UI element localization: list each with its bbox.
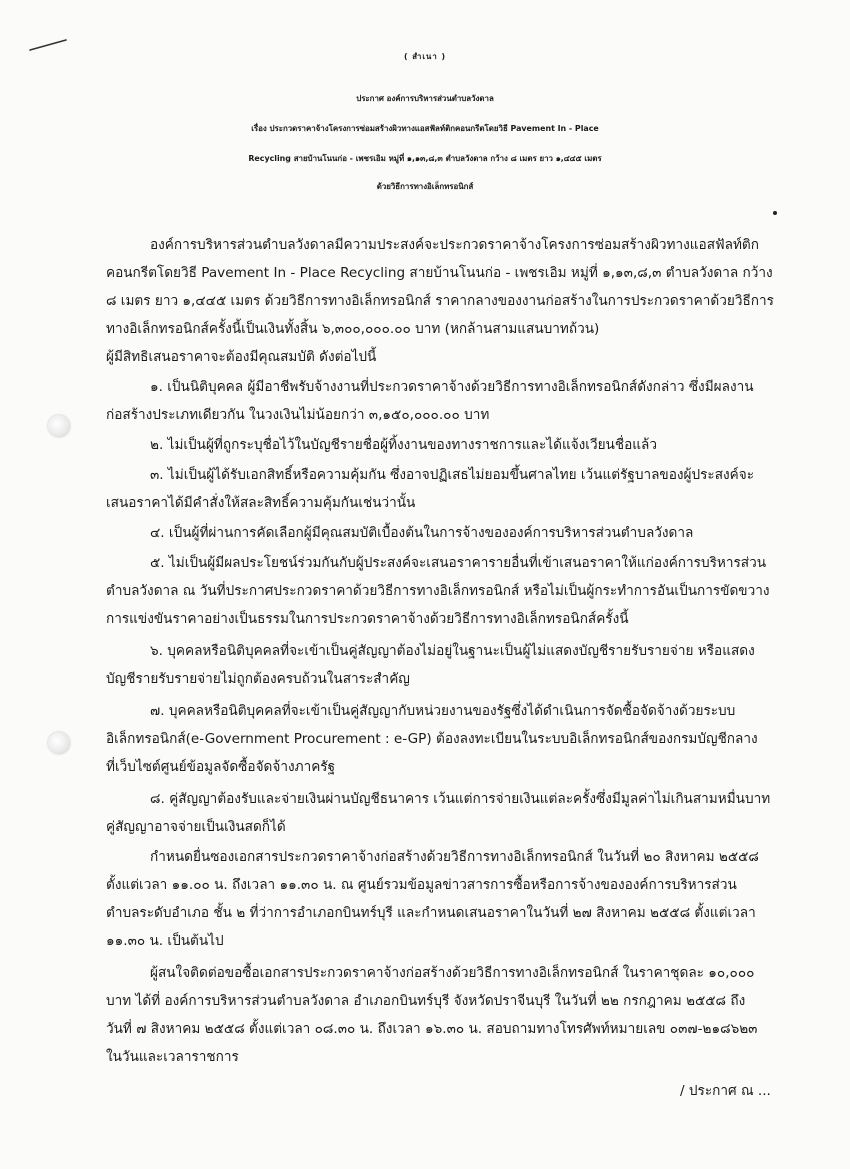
body-line: วันที่ ๗ สิงหาคม ๒๕๕๘ ตั้งแต่เวลา ๐๘.๓๐ น. ถึงเวลา ๑๖.๓๐ น. สอบถามทางโทรศัพท์หมายเลข ๐๓๗-๒๑๘๖๒๓ bbox=[106, 1021, 758, 1037]
qualification-item: ๘. คู่สัญญาต้องรับและจ่ายเงินผ่านบัญชีธนาคาร เว้นแต่การจ่ายเงินแต่ละครั้งซึ่งมีมูลค่าไม่เกินสามหมื่นบาท bbox=[150, 791, 771, 807]
qualification-item: ๕. ไม่เป็นผู้มีผลประโยชน์ร่วมกันกับผู้ประสงค์จะเสนอราคารายอื่นที่เข้าเสนอราคาให้แก่องค์การบริหารส่วน bbox=[150, 555, 767, 571]
punch-hole-top bbox=[48, 415, 70, 437]
body-line: ตำบลระดับอำเภอ ชั้น ๒ ที่ว่าการอำเภอกบินทร์บุรี และกำหนดเสนอราคาในวันที่ ๒๗ สิงหาคม ๒๕๕๘ ตั้งแต่เวลา bbox=[106, 905, 756, 921]
body-line: เสนอราคาได้มีคำสั่งให้สละสิทธิ์ความคุ้มกันเช่นว่านั้น bbox=[106, 495, 416, 511]
body-line: ที่เว็บไซต์ศูนย์ข้อมูลจัดซื้อจัดจ้างภาครัฐ bbox=[106, 759, 336, 775]
body-line: ๘ เมตร ยาว ๑,๔๔๕ เมตร ด้วยวิธีการทางอิเล็กทรอนิกส์ ราคากลางของงานก่อสร้างในการประกวดราคาด้วยวิธีการ bbox=[106, 293, 774, 309]
body-line: ในวันและเวลาราชการ bbox=[106, 1049, 239, 1065]
body-line: ตั้งแต่เวลา ๑๑.๐๐ น. ถึงเวลา ๑๑.๓๐ น. ณ ศูนย์รวมข้อมูลข่าวสารการซื้อหรือการจ้างขององค์การบริหารส่วน bbox=[106, 877, 737, 893]
subject-line-3: ด้วยวิธีการทางอิเล็กทรอนิกส์ bbox=[376, 182, 474, 191]
qualification-item: ๖. บุคคลหรือนิติบุคคลที่จะเข้าเป็นคู่สัญญาต้องไม่อยู่ในฐานะเป็นผู้ไม่แสดงบัญชีรายรับรายจ่าย หรือแสดง bbox=[150, 643, 755, 659]
subject-line-1: เรื่อง ประกวดราคาจ้างโครงการซ่อมสร้างผิวทางแอสฟัลท์ติกคอนกรีตโดยวิธี Pavement In - Place bbox=[251, 124, 599, 133]
qualification-item: ๓. ไม่เป็นผู้ได้รับเอกสิทธิ์หรือความคุ้มกัน ซึ่งอาจปฏิเสธไม่ยอมขึ้นศาลไทย เว้นแต่รัฐบาลของผู้ประสงค์จะ bbox=[150, 467, 755, 483]
body-line: บาท ได้ที่ องค์การบริหารส่วนตำบลวังดาล อำเภอกบินทร์บุรี จังหวัดปราจีนบุรี ในวันที่ ๒๒ กรกฎาคม ๒๕๕๘ ถึง bbox=[106, 993, 746, 1009]
body-line: ตำบลวังดาล ณ วันที่ประกาศประกวดราคาด้วยวิธีการทางอิเล็กทรอนิกส์ หรือไม่เป็นผู้กระทำการอันเป็นการขัดขวาง bbox=[106, 583, 770, 599]
submission-paragraph: กำหนดยื่นซองเอกสารประกวดราคาจ้างก่อสร้างด้วยวิธีการทางอิเล็กทรอนิกส์ ในวันที่ ๒๐ สิงหาคม ๒๕๕๘ bbox=[150, 849, 759, 865]
announcement-heading: ประกาศ องค์การบริหารส่วนตำบลวังดาล bbox=[356, 94, 494, 103]
body-line: ทางอิเล็กทรอนิกส์ครั้งนี้เป็นเงินทั้งสิ้น ๖,๓๐๐,๐๐๐.๐๐ บาท (หกล้านสามแสนบาทถ้วน) bbox=[106, 321, 600, 337]
qualification-item: ๒. ไม่เป็นผู้ที่ถูกระบุชื่อไว้ในบัญชีรายชื่อผู้ทิ้งงานของทางราชการและได้แจ้งเวียนชื่อแล้ว bbox=[150, 437, 657, 453]
body-line: บัญชีรายรับรายจ่ายไม่ถูกต้องครบถ้วนในสาระสำคัญ bbox=[106, 671, 410, 687]
qualification-item: ๔. เป็นผู้ที่ผ่านการคัดเลือกผู้มีคุณสมบัติเบื้องต้นในการจ้างขององค์การบริหารส่วนตำบลวังดาล bbox=[150, 525, 694, 541]
purchase-paragraph: ผู้สนใจติดต่อขอซื้อเอกสารประกวดราคาจ้างก่อสร้างด้วยวิธีการทางอิเล็กทรอนิกส์ ในราคาชุดละ ๑๐,๐๐๐ bbox=[150, 965, 755, 981]
qualification-item: ๗. บุคคลหรือนิติบุคคลที่จะเข้าเป็นคู่สัญญากับหน่วยงานของรัฐซึ่งได้ดำเนินการจัดซื้อจัดจ้างด้วยระบบ bbox=[150, 703, 736, 719]
continuation-footer: / ประกาศ ณ ... bbox=[680, 1083, 771, 1099]
body-line: การแข่งขันราคาอย่างเป็นธรรมในการประกวดราคาจ้างด้วยวิธีการทางอิเล็กทรอนิกส์ครั้งนี้ bbox=[106, 611, 629, 627]
body-line: คู่สัญญาอาจจ่ายเป็นเงินสดก็ได้ bbox=[106, 819, 286, 835]
body-line: อิเล็กทรอนิกส์(e-Government Procurement : e-GP) ต้องลงทะเบียนในระบบอิเล็กทรอนิกส์ของกรมบัญชีกลาง bbox=[106, 731, 758, 747]
speck bbox=[773, 211, 777, 215]
subject-line-2: Recycling สายบ้านโนนก่อ - เพชรเอิม หมู่ที่ ๑,๑๓,๘,๓ ตำบลวังดาล กว้าง ๘ เมตร ยาว ๑,๔๔๕ เมตร bbox=[248, 154, 602, 163]
body-line: ก่อสร้างประเภทเดียวกัน ในวงเงินไม่น้อยกว่า ๓,๑๕๐,๐๐๐.๐๐ บาท bbox=[106, 407, 490, 423]
body-line: ๑๑.๓๐ น. เป็นต้นไป bbox=[106, 933, 224, 949]
body-line: ผู้มีสิทธิเสนอราคาจะต้องมีคุณสมบัติ ดังต่อไปนี้ bbox=[106, 349, 377, 365]
body-line: องค์การบริหารส่วนตำบลวังดาลมีความประสงค์จะประกวดราคาจ้างโครงการซ่อมสร้างผิวทางแอสฟัลท์ติก bbox=[150, 237, 759, 253]
copy-mark: ( สำเนา ) bbox=[403, 52, 447, 61]
body-line: คอนกรีตโดยวิธี Pavement In - Place Recycling สายบ้านโนนก่อ - เพชรเอิม หมู่ที่ ๑,๑๓,๘,๓ ตำบลวังดาล กว้าง bbox=[106, 265, 773, 281]
punch-hole-bottom bbox=[48, 732, 70, 754]
qualification-item: ๑. เป็นนิติบุคคล ผู้มีอาชีพรับจ้างงานที่ประกวดราคาจ้างด้วยวิธีการทางอิเล็กทรอนิกส์ดังกล่าว ซึ่งมีผลงาน bbox=[150, 379, 754, 395]
